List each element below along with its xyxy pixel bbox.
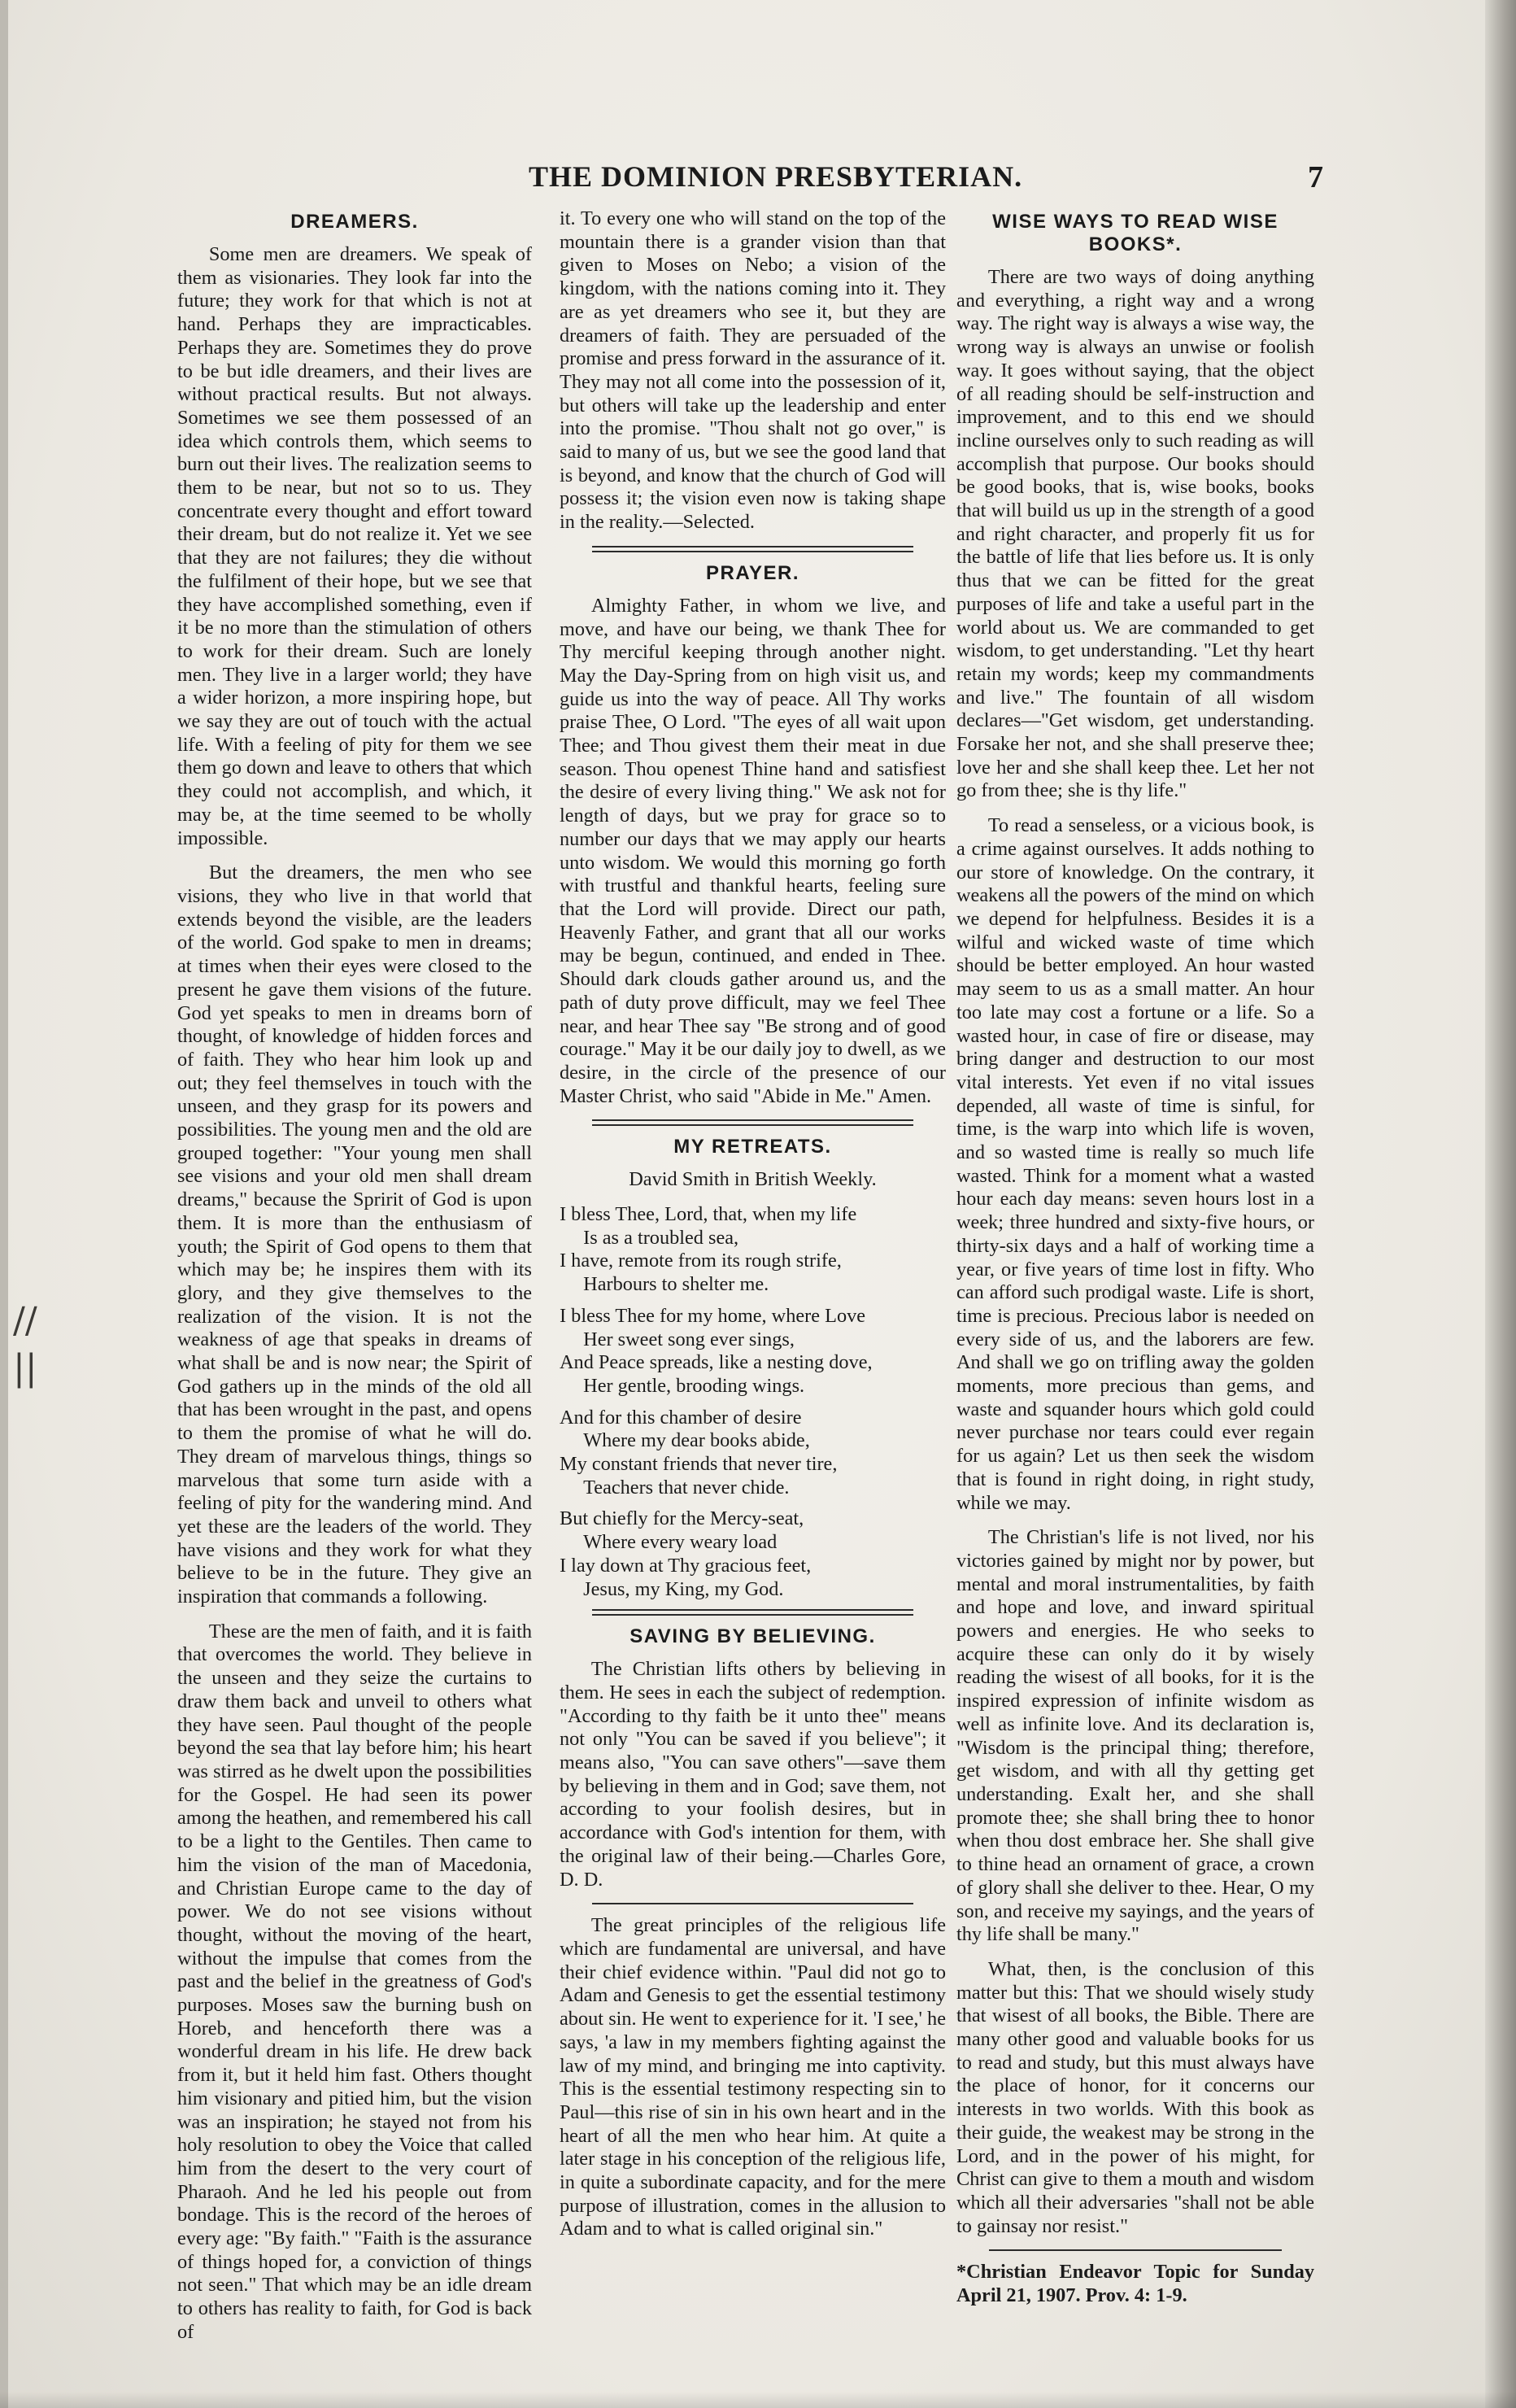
section-divider [989,2249,1282,2251]
poem-line: My constant friends that never tire, [560,1453,838,1476]
article-paragraph: There are two ways of doing anything and everything, a right way and a wrong way. The right way is always a wise way, the wrong way is always an unwise or foolish way. It goes without saying, that the object of all reading should be self-instruction and improvement, and to this end we should incline ourselves only to such reading as will accomplish that purpose. Our books should be good books, that is, wise books, books that will build us up in the strength of a good and right character, and properly fit us for the battle of life that lies before us. It is only thus that we can be fitted for the great purposes of life and take a useful part in the world about us. We are commanded to get wisdom, to get understanding. "Let thy heart retain my words; keep my commandments and live." The fountain of all wisdom declares—"Get wisdom, get understanding. Forsake her not, and she shall preserve thee; love her and she shall keep thee. Let her not go from thee; she is thy life." [956,266,1314,802]
article-heading-prayer: PRAYER. [706,561,799,584]
column-middle [560,207,946,2253]
section-divider [592,546,913,552]
poem-line: Is as a troubled sea, [583,1226,739,1249]
prayer-text: Almighty Father, in whom we live, and move, and have our being, we thank Thee for Thy merciful keeping through another night. May the Day-Spring from on high visit us, and guide us into the way of peace. All Thy works praise Thee, O Lord. "The eyes of all wait upon Thee; and Thou givest them their meat in due season. Thou openest Thine hand and satisfiest the desire of every living thing." We ask not for length of days, but we pray for grace so to number our days that we may apply our hearts unto wisdom. We would this morning go forth with trustful and thankful hearts, feeling sure that the Lord will provide. Direct our path, Heavenly Father, and grant that all our works may be begun, continued, and ended in Thee. Should dark clouds gather around us, and the path of duty prove difficult, may we feel Thee near, and hear Thee say "Be strong and of good courage." May it be our daily joy to dwell, as we desire, in the circle of the presence of our Master Christ, who said "Abide in Me." Amen. [560,594,946,1107]
poem-line: And Peace spreads, like a nesting dove, [560,1351,873,1374]
poem-line: Her sweet song ever sings, [583,1328,795,1350]
page-header [0,159,1516,198]
article-paragraph: These are the men of faith, and it is faith that overcomes the world. They believe in the unseen and they seize the curtains to draw them back and unveil to others what they have seen. Paul thought of the people beyond the sea that lay before him; his heart was stirred as he dwelt upon the possibilities for the Gospel. He had seen its power among the heathen, and remembered his call to be a light to the Gentiles. Then came to him the vision of the man of Macedonia, and Christian Europe came to the day of power. We do not see visions without thought, without the moving of the heart, without the impulse that comes from the past and the belief in the greatness of God's purposes. Moses saw the burning bush on Horeb, and henceforth there was a wonderful dream in his life. He drew back from it, but it held him fast. Others thought him visionary and pitied him, but the vision was an inspiration; he stayed not from his holy resolution to obey the Voice that called him from the desert to the very court of Pharaoh. And he led his people out from bondage. This is the record of the heroes of every age: "By faith." "Faith is the assurance of things hoped for, a conviction of things not seen." That which may be an idle dream to others has reality to faith, for God is back of [177,1620,532,2343]
article-paragraph: What, then, is the conclusion of this matter but this: That we should wisely study that wisest of all books, the Bible. There are many other good and valuable books for us to read and study, but this must always have the place of honor, for it concerns our interests in two worlds. With this book as their guide, the weakest may be strong in the Lord, and in the power of his might, for Christ can give to them a mouth and wisdom which all their adversaries "shall not be able to gainsay nor resist." [956,1957,1314,2237]
section-divider [592,1609,913,1616]
poem-line: But chiefly for the Mercy-seat, [560,1507,804,1530]
poem-line: Harbours to shelter me. [583,1273,769,1296]
principles-text: The great principles of the religious life which are fundamental are universal, and have their chief evidence within. "Paul did not go to Adam and Genesis to get the essential testimony about sin. He went to experience for it. 'I see,' he says, 'a law in my members fighting against the law of my mind, and bringing me into captivity. This is the essential testimony respecting sin to Paul—this rise of sin in his own heart and in the heart of all the men who hear him. At quite a later stage in his conception of the religious life, in quite a subordinate capacity, and for the mere purpose of illustration, comes in the allusion to Adam and to what is called original sin." [560,1914,946,2240]
poem-line: I have, remote from its rough strife, [560,1250,842,1272]
poem-line: Teachers that never chide. [583,1476,790,1498]
page-number: 7 [1308,160,1323,194]
section-divider [592,1903,913,1904]
article-paragraph: To read a senseless, or a vicious book, is a crime against ourselves. It adds nothing to our store of knowledge. On the contrary, it weakens all the powers of the mind on which we depend for helpfulness. Besides it is a wilful and wicked waste of time which should be better employed. An hour wasted may seem to us as a small matter. An hour too late may cost a fortune or a life. So a wasted hour, in case of fire or disease, may bring danger and destruction to our most vital interests. Yet even if no vital issues depended, all waste of time is sinful, for time, is the warp into which life is woven, and so wasted time is really so much life wasted. Think for a moment what a wasted hour each day means: seven hours lost in a week; three hundred and sixty-five hours, or thirty-six days and a half of working time a year, or five years of time lost in fifty. Who can afford such prodigal waste. Life is short, time is precious. Precious labor is needed on every side of us, and the laborers are few. And shall we go on trifling away the golden moments, more precious than gems, and waste and squander hours which gold could never purchase nor tears could ever regain for us again? Let us then seek the wisdom that is found in right doing, in right study, while we may. [956,814,1314,1514]
poem-line: Where every weary load [583,1531,778,1554]
poem-line: I lay down at Thy gracious feet, [560,1554,812,1577]
article-heading-dreamers: DREAMERS. [290,211,419,233]
scan-right-edge [1485,0,1516,2408]
poem-line: Where my dear books abide, [583,1429,810,1452]
scan-left-edge [0,0,8,2408]
article-heading-saving: SAVING BY BELIEVING. [629,1625,876,1648]
poem-stanza [560,1407,946,1500]
poem-line: Her gentle, brooding wings. [583,1374,805,1397]
saving-text: The Christian lifts others by believing in them. He sees in each the subject of redemption. "According to thy faith be it unto thee" means not only "You can be saved if you believe"; it means also, "You can save others"—save them by believing in them and in God; save them, not according to your foolish desires, but in accordance with God's intention for them, with the original law of their being.—Charles Gore, D. D. [560,1658,946,1891]
article-continuation: it. To every one who will stand on the top of the mountain there is a grander vision than that given to Moses on Nebo; a vision of the kingdom, with the nations coming into it. They are as yet dreamers who see it, but they are dreamers of faith. They are persuaded of the promise and press forward in the assurance of it. They may not all come into the possession of it, but others will take up the leadership and enter into the promise. "Thou shalt not go over," is said to many of us, but we see the good land that is beyond, and know that the church of God will possess it; the vision even now is taking shape in the reality.—Selected. [560,207,946,534]
article-heading-wise-ways: WISE WAYS TO READ WISE BOOKS*. [992,211,1279,255]
poem-line: Jesus, my King, my God. [583,1577,784,1600]
poem-stanza [560,1507,946,1601]
poem-line: And for this chamber of desire [560,1406,802,1429]
poem-line: I bless Thee, Lord, that, when my life [560,1203,857,1226]
article-paragraph: Some men are dreamers. We speak of them as visionaries. They look far into the future; they work for that which is not at hand. Perhaps they are impracticables. Perhaps they are. Sometimes they do prove to be but idle dreamers, and their lives are without practical results. But not always. Sometimes we see them possessed of an idea which controls them, which seems to burn out their lives. The realization seems to them to be near, but not so to us. They concentrate every thought and effort toward their dream, but do not realize it. Yet we see that they are not failures; they die without the fulfilment of their hope, but we see that they have accomplished something, even if it be no more than the stimulation of others to work for their dream. Such are lonely men. They live in a larger world; they have a wider horizon, a more inspiring hope, but we say they are out of touch with the actual life. With a feeling of pity for them we see them go down and leave to others that which they could not accomplish, and which, it may be, at the time seemed to be wholly impossible. [177,243,532,849]
column-right [956,207,1314,2319]
article-paragraph: But the dreamers, the men who see visions, they who live in that world that extends beyond the visible, are the leaders of the world. God spake to men in dreams; at times when their eyes were closed to the present he gave them visions of the future. God yet speaks to men in dreams born of thought, of knowledge of hidden forces and of faith. They who hear him look up and out; they feel themselves in touch with the unseen, and they grasp for its powers and possibilities. The young men and the old are grouped together: "Your young men shall see visions and your old men shall dream dreams," because the Spririt of God is upon them. It is more than the enthusiasm of youth; the Spirit of God opens to them that which may be; he inspires them with its glory, and they give themselves to the realization of the vision. It is not the weakness of age that speaks in dreams of what shall be and is now near; the Spirit of God gathers up in the minds of the old all that has been wrought in the past, and opens to them the promise of what he will do. They dream of marvelous things, things so marvelous that some turn aside with a feeling of pity for the wandering mind. And yet these are the leaders of the world. They have visions and they work for what they believe to be in the future. They give an inspiration that commands a following. [177,862,532,1608]
section-divider [592,1119,913,1126]
column-left [177,207,532,2356]
footnote: *Christian Endeavor Topic for Sunday April 21, 1907. Prov. 4: 1-9. [956,2261,1314,2307]
poem-stanza [560,1305,946,1398]
margin-mark: // [13,1300,37,1341]
scan-bottom-shade [0,2392,1516,2408]
article-paragraph: The Christian's life is not lived, nor his victories gained by might nor by power, but mental and moral instrumentalities, by faith and hope and love, and inward spiritual powers and energies. He who seeks to acquire these can only do it by wisely reading the wisest of all books, for it is the inspired expression of infinite wisdom as well as infinite love. And its declaration is, "Wisdom is the principal thing; therefore, get wisdom, and with all thy getting get understanding. Exalt her, and she shall promote thee; she shall bring thee to honor when thou dost embrace her. She shall give to thine head an ornament of grace, a crown of glory shall she deliver to thee. Hear, O my son, and receive my sayings, and the years of thy life shall be many." [956,1526,1314,1946]
article-heading-retreats: MY RETREATS. [673,1136,832,1158]
poem-byline: David Smith in British Weekly. [629,1168,877,1191]
poem-line: I bless Thee for my home, where Love [560,1304,866,1327]
margin-mark: || [13,1347,37,1389]
newspaper-title: THE DOMINION PRESBYTERIAN. [529,160,1023,193]
poem-stanza [560,1203,946,1297]
